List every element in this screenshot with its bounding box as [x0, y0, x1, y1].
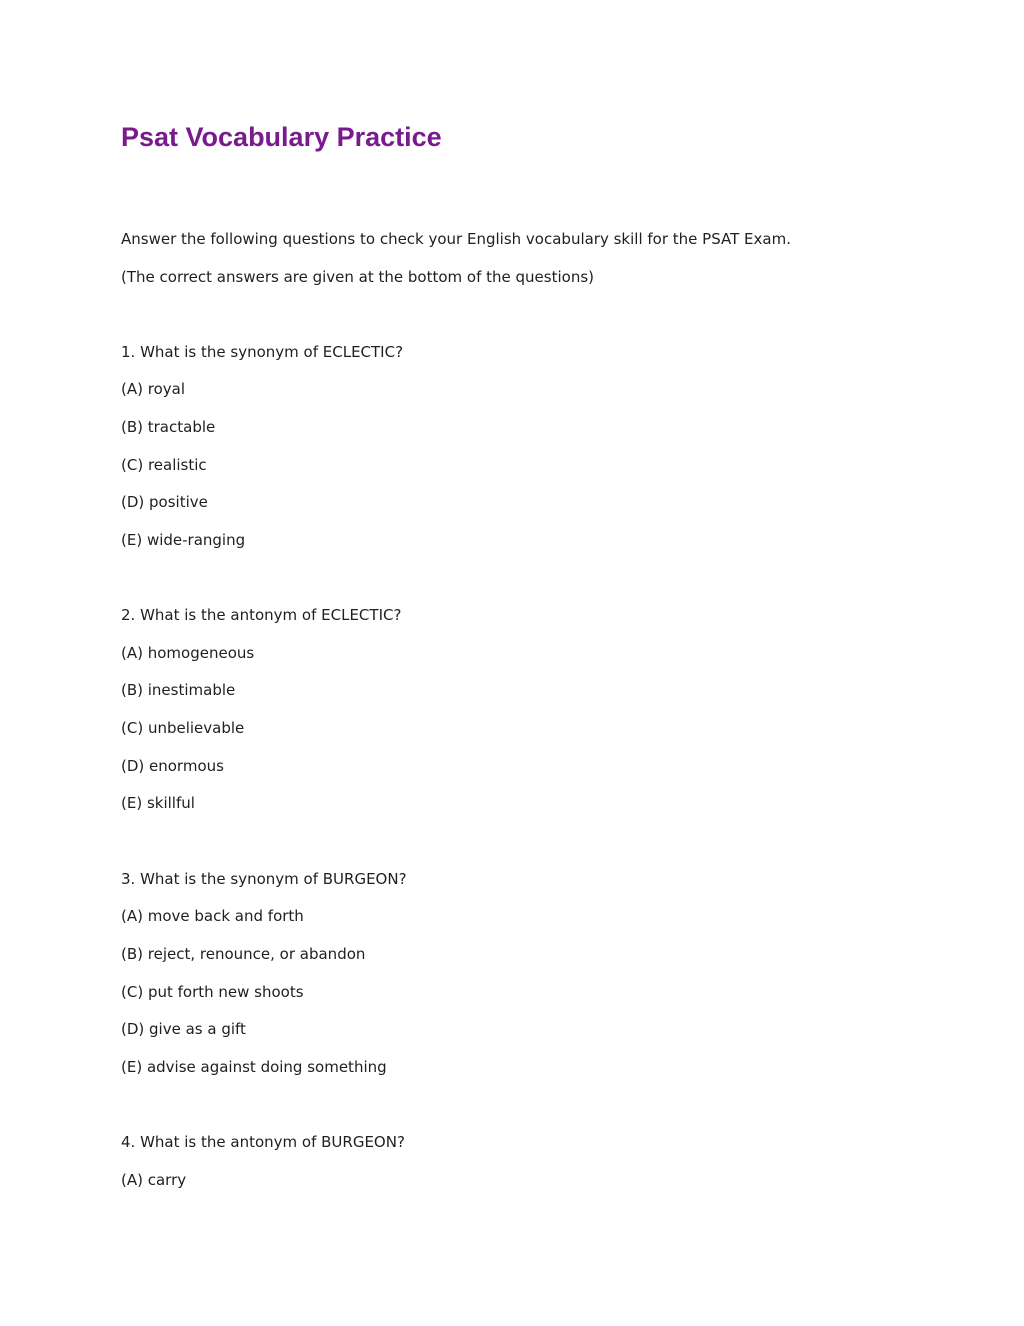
question-2-option-d: (D) enormous [121, 757, 224, 775]
question-3-option-b: (B) reject, renounce, or abandon [121, 945, 366, 963]
intro-text: Answer the following questions to check your English vocabulary skill for the PSAT Exam. [121, 230, 791, 248]
question-1-option-c: (C) realistic [121, 456, 207, 474]
question-4-option-a: (A) carry [121, 1171, 187, 1189]
question-3-option-c: (C) put forth new shoots [121, 983, 304, 1001]
answers-note: (The correct answers are given at the bottom of the questions) [121, 268, 594, 286]
question-1-option-d: (D) positive [121, 493, 208, 511]
question-3-option-a: (A) move back and forth [121, 907, 304, 925]
question-1-option-b: (B) tractable [121, 418, 216, 436]
question-2-option-c: (C) unbelievable [121, 719, 245, 737]
question-3: 3. What is the synonym of BURGEON? [121, 870, 407, 888]
question-2: 2. What is the antonym of ECLECTIC? [121, 606, 402, 624]
question-3-option-e: (E) advise against doing something [121, 1058, 387, 1076]
question-2-option-b: (B) inestimable [121, 681, 236, 699]
question-1-option-a: (A) royal [121, 380, 185, 398]
question-4: 4. What is the antonym of BURGEON? [121, 1133, 405, 1151]
question-1-option-e: (E) wide-ranging [121, 531, 246, 549]
question-2-option-e: (E) skillful [121, 794, 195, 812]
page-title: Psat Vocabulary Practice [121, 122, 442, 152]
question-1: 1. What is the synonym of ECLECTIC? [121, 343, 404, 361]
question-3-option-d: (D) give as a gift [121, 1020, 246, 1038]
question-2-option-a: (A) homogeneous [121, 644, 255, 662]
